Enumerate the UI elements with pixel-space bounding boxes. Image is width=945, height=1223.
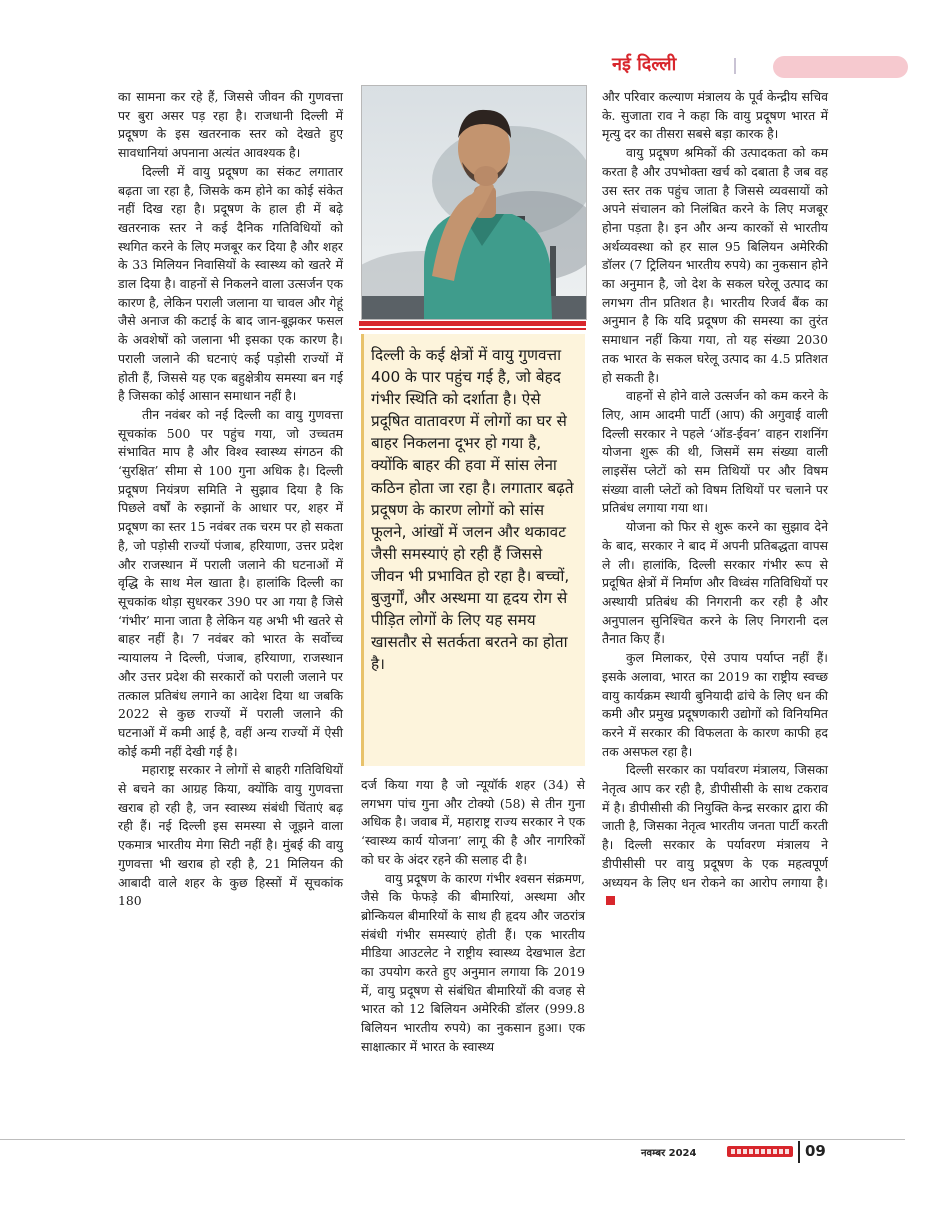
paragraph: तीन नवंबर को नई दिल्ली का वायु गुणवत्ता सूचकांक 500 पर पहुंच गया, जो उच्चतम संभावित माप है और विश्व स्वास्थ्य संगठन की ‘सुरक्षित’ सीमा से 100 गुना अधिक है। दिल्ली प्रदूषण नियंत्रण समिति ने सुझाव दिया है कि पिछले वर्षों के रुझानों के आधार पर, शहर में प्रदूषण का स्तर 15 नवंबर तक चरम पर हो सकता है, जो पड़ोसी राज्यों पंजाब, हरियाणा, उत्तर प्रदेश और राजस्थान में पराली जलाने की घटनाओं में वृद्धि के साथ मेल खाता है। हालांकि दिल्ली का सूचकांक थोड़ा सुधरकर 390 पर आ गया है जिसे ‘गंभीर’ माना जाता है लेकिन यह अभी भी खतरे से बाहर नहीं है। 7 नवंबर को भारत के सर्वोच्च न्यायालय ने दिल्ली, पंजाब, हरियाणा, राजस्थान और उत्तर प्रदेश की सरकारों को पराली जलाने पर तत्काल प्रतिबंध लगाने का आदेश दिया था जबकि 2022 से कुछ राज्यों में पराली जलाने की घटनाओं में कमी आई है, वहीं अन्य राज्यों में ऐसी कोई कमी नहीं देखी गई है। <box>118 406 343 759</box>
paragraph: दिल्ली में वायु प्रदूषण का संकट लगातार बढ़ता जा रहा है, जिसके कम होने का कोई संकेत नहीं दिख रहा है। प्रदूषण के हाल ही में बढ़े खतरनाक स्तर ने कई दैनिक गतिविधियों को स्थगित करने के लिए मजबूर कर दिया है और शहर के 33 मिलियन निवासियों के स्वास्थ्य को खतरे में डाल दिया है। वाहनों से निकलने वाला उत्सर्जन एक कारण है, लेकिन पराली जलाना या चावल और गेहूं जैसे अनाज की कटाई के बाद जान-बूझकर फसल के अवशेषों को जलाना भी इसका एक कारण है। पराली जलाने की घटनाएं कई पड़ोसी राज्यों में होती हैं, जिससे यह एक बहुक्षेत्रीय समस्या बन गई है जिसका कोई आसान समाधान नहीं है। <box>118 163 343 404</box>
section-divider <box>734 58 736 74</box>
paragraph: वायु प्रदूषण के कारण गंभीर श्वसन संक्रमण, जैसे कि फेफड़े की बीमारियां, अस्थमा और ब्रोन्कियल बीमारियों के साथ ही हृदय और जठरांत्र संबंधी गंभीर समस्याएं होती हैं। एक भारतीय मीडिया आउटलेट ने राष्ट्रीय स्वास्थ्य देखभाल डेटा का उपयोग करते हुए अनुमान लगाया कि 2019 में, वायु प्रदूषण से संबंधित बीमारियों की वजह से भारत को 12 बिलियन अमेरिकी डॉलर (999.8 बिलियन भारतीय रुपये) का नुकसान हुआ। एक साक्षात्कार में भारत के स्वास्थ्य <box>361 870 585 1054</box>
accent-rule <box>359 321 586 326</box>
article-column-2 <box>361 776 585 1057</box>
article-column-1 <box>118 88 343 911</box>
footer-divider <box>0 1139 905 1140</box>
accent-rule <box>359 328 586 330</box>
story-end-mark <box>606 896 615 905</box>
issue-date: नवम्बर 2024 <box>641 1148 697 1159</box>
article-column-3 <box>602 88 828 911</box>
paragraph: वाहनों से होने वाले उत्सर्जन को कम करने के लिए, आम आदमी पार्टी (आप) की अगुवाई वाली दिल्ली सरकार ने पहले ‘ऑड-ईवन’ वाहन राशनिंग योजना शुरू की थी, जिसमें सम संख्या वाली लाइसेंस प्लेटों को सम तिथियों पर और विषम संख्या वाली प्लेटों को विषम तिथियों पर चलाने पर प्रतिबंध लगाया गया था। <box>602 388 828 516</box>
paragraph: और परिवार कल्याण मंत्रालय के पूर्व केन्द्रीय सचिव के. सुजाता राव ने कहा कि वायु प्रदूषण भारत में मृत्यु दर का तीसरा सबसे बड़ा कारक है। <box>602 89 828 142</box>
footer-separator <box>798 1141 800 1163</box>
section-tab-decoration <box>773 56 908 78</box>
paragraph: दर्ज किया गया है जो न्यूयॉर्क शहर (34) से लगभग पांच गुना और टोक्यो (58) से तीन गुना अधिक है। जवाब में, महाराष्ट्र राज्य सरकार ने एक ‘स्वास्थ्य कार्य योजना’ लागू की है और नागरिकों को घर के अंदर रहने की सलाह दी है। <box>361 777 585 867</box>
paragraph <box>602 761 828 911</box>
paragraph: का सामना कर रहे हैं, जिससे जीवन की गुणवत्ता पर बुरा असर पड़ रहा है। राजधानी दिल्ली में प्रदूषण के इस खतरनाक स्तर को देखते हुए सावधानियां अपनाना अत्यंत आवश्यक है। <box>118 89 343 161</box>
magazine-logo <box>727 1146 793 1157</box>
paragraph: महाराष्ट्र सरकार ने लोगों से बाहरी गतिविधियों से बचने का आग्रह किया, क्योंकि वायु गुणवत्ता खराब हो रही है, जन स्वास्थ्य संबंधी चिंताएं बढ़ रही हैं। नई दिल्ली इस समस्या से जूझने वाला एकमात्र भारतीय मेगा सिटी नहीं है। मुंबई की वायु गुणवत्ता भी खराब हो रही है, 21 मिलियन की आबादी वाले शहर के कुछ हिस्सों में सूचकांक 180 <box>118 762 343 909</box>
last-paragraph-text: दिल्ली सरकार का पर्यावरण मंत्रालय, जिसका नेतृत्व आप कर रही है, डीपीसीसी के साथ टकराव में है। डीपीसीसी की नियुक्ति केन्द्र सरकार द्वारा की जाती है, जिसका नेतृत्व भारतीय जनता पार्टी करती है। दिल्ली सरकार के पर्यावरण मंत्रालय ने डीपीसीसी पर वायु प्रदूषण के एक महत्वपूर्ण अध्ययन के लिए धन रोकने का आरोप लगाया है। <box>602 762 828 890</box>
article-photo <box>361 85 587 320</box>
pull-quote-text: दिल्ली के कई क्षेत्रों में वायु गुणवत्ता 400 के पार पहुंच गई है, जो बेहद गंभीर स्थिति को दर्शाता है। ऐसे प्रदूषित वातावरण में लोगों का घर से बाहर निकलना दूभर हो गया है, क्योंकि बाहर की हवा में सांस लेना कठिन होता जा रहा है। लगातार बढ़ते प्रदूषण के कारण लोगों को सांस फूलने, आंखों में जलन और थकावट जैसी समस्याएं हो रही हैं जिससे जीवन भी प्रभावित हो रहा है। बच्चों, बुजुर्गों, और अस्थमा या हृदय रोग से पीड़ित लोगों के लिए यह समय खासतौर से सतर्कता बरतने का होता है। <box>371 346 574 674</box>
paragraph: कुल मिलाकर, ऐसे उपाय पर्याप्त नहीं हैं। इसके अलावा, भारत का 2019 का राष्ट्रीय स्वच्छ वायु कार्यक्रम स्थायी बुनियादी ढांचे के लिए धन की कमी और प्रमुख प्रदूषणकारी उद्योगों को विनियमित करने में सरकार की विफलता के कारण काफी हद तक असफल रहा है। <box>602 650 828 759</box>
paragraph: वायु प्रदूषण श्रमिकों की उत्पादकता को कम करता है और उपभोक्ता खर्च को दबाता है जब वह उस स्तर तक पहुंच जाता है जिससे व्यवसायों को अपने संचालन को निलंबित करने के लिए मजबूर होना पड़ता है। इन और अन्य कारकों से भारतीय अर्थव्यवस्था को हर साल 95 बिलियन अमेरिकी डॉलर (7 ट्रिलियन भारतीय रुपये) का नुकसान होने का अनुमान है, जो देश के सकल घरेलू उत्पाद का लगभग तीन प्रतिशत है। भारतीय रिजर्व बैंक का अनुमान है कि यदि प्रदूषण की समस्या का तुरंत समाधान नहीं किया गया, तो यह संख्या 2030 तक भारत के सकल घरेलू उत्पाद का 4.5 प्रतिशत हो सकती है। <box>602 145 828 385</box>
paragraph: योजना को फिर से शुरू करने का सुझाव देने के बाद, सरकार ने बाद में अपनी प्रतिबद्धता वापस ले ली। हालांकि, दिल्ली सरकार गंभीर रूप से प्रदूषित क्षेत्रों में निर्माण और विध्वंस गतिविधियों पर अस्थायी प्रतिबंध की निगरानी कर रही है और अनुपालन सुनिश्चित करने के लिए निगरानी दल तैनात किए हैं। <box>602 519 828 647</box>
pull-quote-box <box>361 334 585 766</box>
section-title: नई दिल्ली <box>612 54 677 75</box>
page-number: 09 <box>805 1142 826 1160</box>
